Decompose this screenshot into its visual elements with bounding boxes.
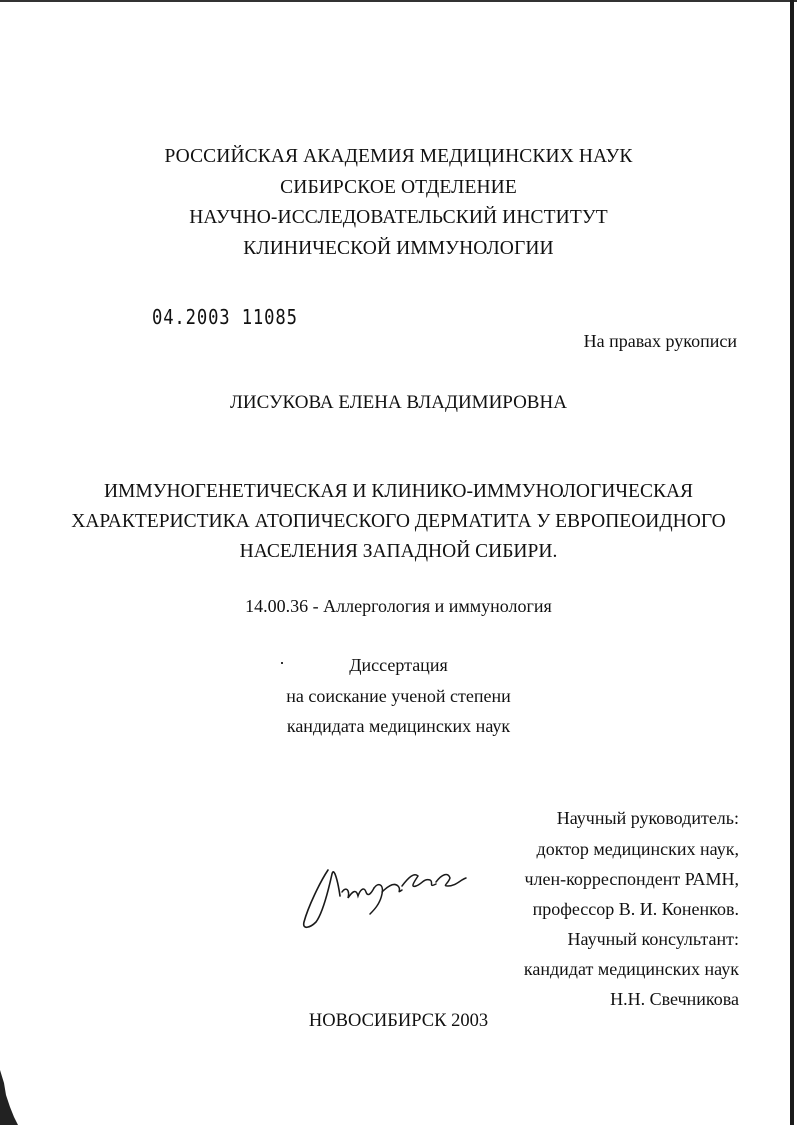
branch-name: СИБИРСКОЕ ОТДЕЛЕНИЕ (280, 177, 517, 198)
city-year: НОВОСИБИРСК 2003 (308, 1011, 489, 1031)
degree-type: Диссертация (349, 655, 448, 675)
supervisor-rank: член-корреспондент РАМН, (524, 869, 739, 889)
institute-field: КЛИНИЧЕСКОЙ ИММУНОЛОГИИ (243, 238, 554, 259)
thesis-title-line-2: ХАРАКТЕРИСТИКА АТОПИЧЕСКОГО ДЕРМАТИТА У ЕВРОПЕОИДНОГО (71, 511, 726, 532)
specialty-code: 14.00.36 - Аллергология и иммунология (245, 596, 552, 616)
degree-purpose: на соискание ученой степени (286, 686, 511, 706)
thesis-title-line-3: НАСЕЛЕНИЯ ЗАПАДНОЙ СИБИРИ. (239, 541, 558, 562)
scan-speck (281, 662, 283, 664)
supervisor-name: профессор В. И. Коненков. (532, 899, 739, 919)
registration-stamp: 04.2003 11085 (152, 305, 298, 329)
consultant-name: Н.Н. Свечникова (610, 989, 739, 1009)
manuscript-note: На правах рукописи (583, 331, 737, 351)
thesis-title-line-1: ИММУНОГЕНЕТИЧЕСКАЯ И КЛИНИКО-ИММУНОЛОГИЧЕСКАЯ (103, 481, 694, 502)
author-signature (298, 852, 470, 934)
degree-level: кандидата медицинских наук (286, 716, 511, 736)
scan-left-corner-mark (0, 1065, 18, 1125)
supervisor-heading: Научный руководитель: (556, 808, 739, 828)
consultant-heading: Научный консультант: (567, 929, 739, 949)
supervisor-degree: доктор медицинских наук, (536, 839, 739, 859)
scan-top-edge (0, 0, 797, 2)
consultant-degree: кандидат медицинских наук (523, 959, 739, 979)
academy-name: РОССИЙСКАЯ АКАДЕМИЯ МЕДИЦИНСКИХ НАУК (164, 146, 633, 167)
institute-name: НАУЧНО-ИССЛЕДОВАТЕЛЬСКИЙ ИНСТИТУТ (189, 207, 608, 228)
author-name: ЛИСУКОВА ЕЛЕНА ВЛАДИМИРОВНА (230, 392, 567, 413)
